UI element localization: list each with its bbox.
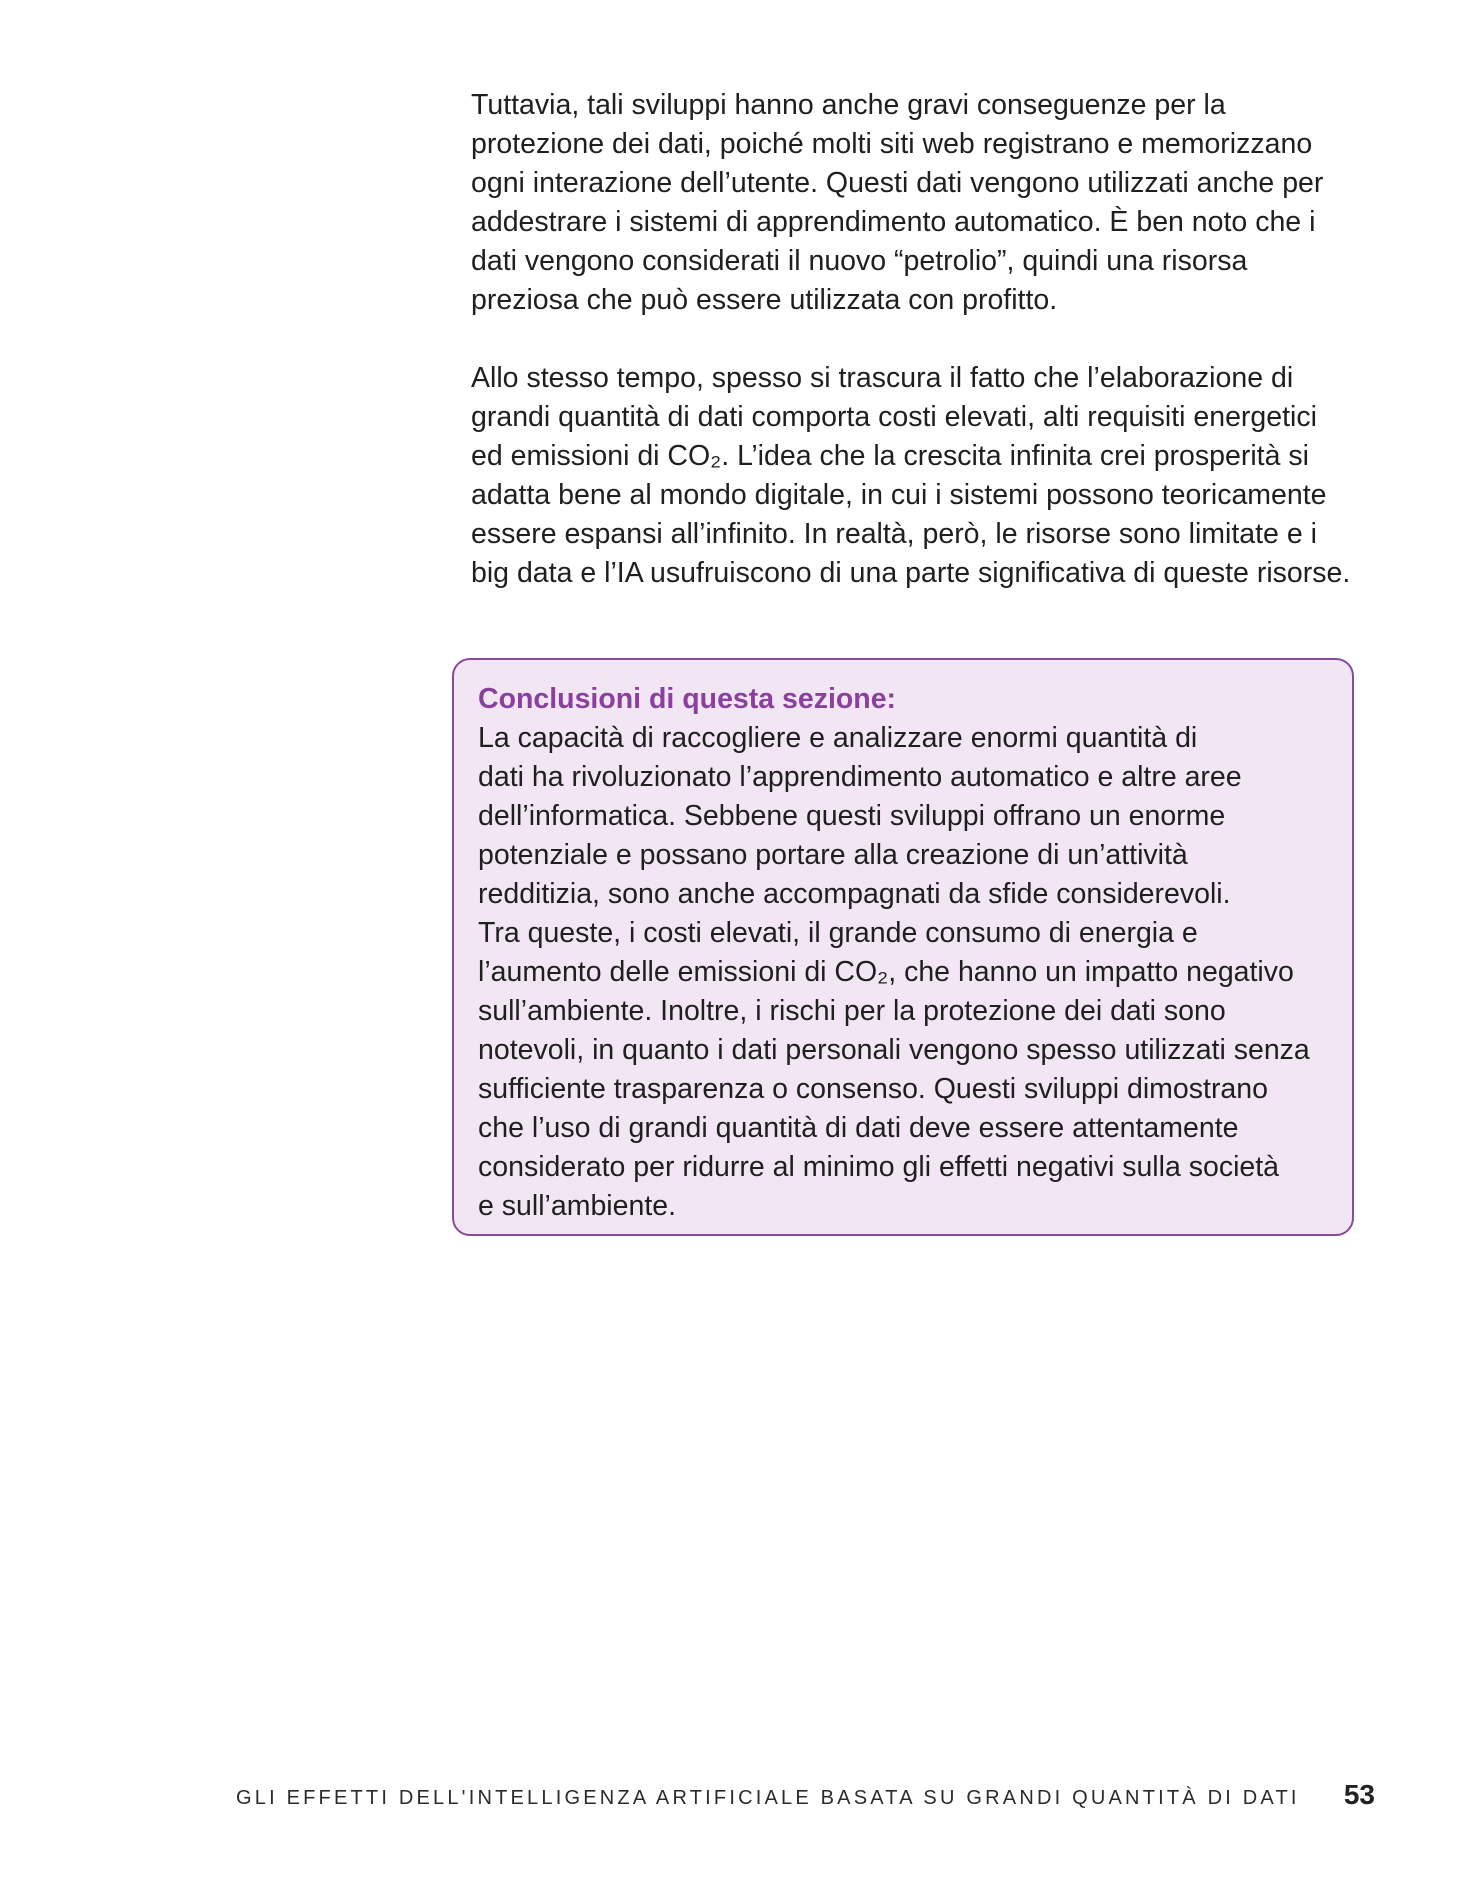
body-paragraph: Allo stesso tempo, spesso si trascura il fatto che l’elaborazione di grandi quantità di dati comporta costi elevati, alti requisiti energetici ed emissioni di CO₂. L’idea che la crescita infinita crei prosperità si adatta bene al mondo digitale, in cui i sistemi possono teoricamente essere espansi all’infinito. In realtà, però, le risorse sono limitate e i big data e l’IA usufruiscono di una parte significativa di queste risorse. (471, 362, 1351, 589)
body-paragraph: Tuttavia, tali sviluppi hanno anche gravi conseguenze per la protezione dei dati, poiché molti siti web registrano e memorizzano ogni interazione dell’utente. Questi dati vengono utilizzati anche per addestrare i sistemi di apprendimento automatico. È ben noto che i dati vengono considerati il nuovo “petrolio”, quindi una risorsa preziosa che può essere utilizzata con profitto. (471, 89, 1324, 316)
section-conclusion-box (452, 658, 1354, 1236)
conclusion-title: Conclusioni di questa sezione: (478, 683, 897, 715)
running-footer-title: GLI EFFETTI DELL'INTELLIGENZA ARTIFICIALE BASATA SU GRANDI QUANTITÀ DI DATI (236, 1787, 1300, 1809)
conclusion-text: La capacità di raccogliere e analizzare enormi quantità di dati ha rivoluzionato l’apprendimento automatico e altre aree dell’informatica. Sebbene questi sviluppi offrano un enorme potenziale e possano portare alla creazione di un’attività redditizia, sono anche accompagnati da sfide considerevoli. Tra queste, i costi elevati, il grande consumo di energia e l’aumento delle emissioni di CO₂, che hanno un impatto negativo sull’ambiente. Inoltre, i rischi per la protezione dei dati sono notevoli, in quanto i dati personali vengono spesso utilizzati senza sufficiente trasparenza o consenso. Questi sviluppi dimostrano che l’uso di grandi quantità di dati deve essere attentamente considerato per ridurre al minimo gli effetti negativi sulla società e sull’ambiente. (478, 722, 1310, 1222)
page-number: 53 (1343, 1779, 1375, 1810)
main-text-column (471, 86, 1391, 593)
